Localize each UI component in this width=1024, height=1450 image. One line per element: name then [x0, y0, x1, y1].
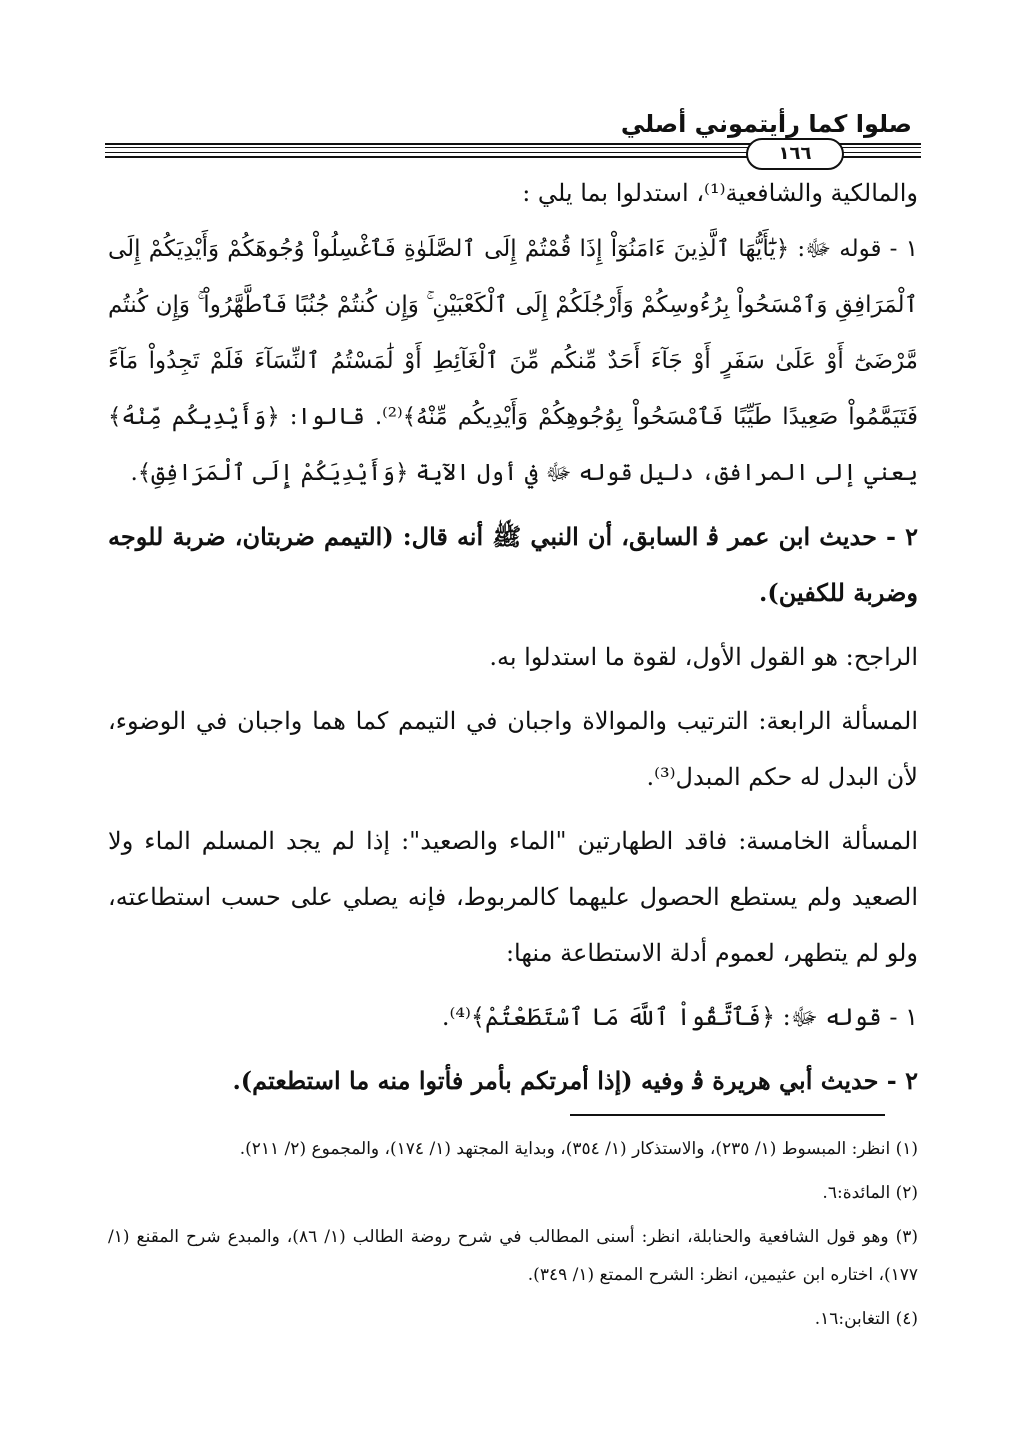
- footnote: (٣) وهو قول الشافعية والحنابلة، انظر: أسنى المطالب في شرح روضة الطالب (١/ ٨٦)، والمبدع شرح المقنع (١/ ١٧٧)، اختاره ابن عثيمين، انظر: الشرح الممتع (١/ ٣٤٩).: [108, 1227, 918, 1285]
- running-header-title: صلوا كما رأيتموني أصلي: [620, 110, 912, 138]
- footnote: (١) انظر: المبسوط (١/ ٢٣٥)، والاستذكار (١/ ٣٥٤)، وبداية المجتهد (١/ ١٧٤)، والمجموع (٢/ ٢١١).: [239, 1139, 918, 1159]
- body-paragraph: ١ - قوله ﷻ: ﴿يَٰٓأَيُّهَا ٱلَّذِينَ ءَامَنُوٓاْ إِذَا قُمْتُمْ إِلَى ٱلصَّلَوٰةِ فَٱغْسِلُواْ وُجُوهَكُمْ وَأَيْدِيَكُمْ إِلَى ٱلْمَرَافِقِ وَٱمْسَحُواْ بِرُءُوسِكُمْ وَأَرْجُلَكُمْ إِلَى ٱلْكَعْبَيْنِ ۚ وَإِن كُنتُمْ جُنُبًا فَٱطَّهَّرُواْ ۚ وَإِن كُنتُم مَّرْضَىٰٓ أَوْ عَلَىٰ سَفَرٍ أَوْ جَآءَ أَحَدٌ مِّنكُم مِّنَ ٱلْغَآئِطِ أَوْ لَٰمَسْتُمُ ٱلنِّسَآءَ فَلَمْ تَجِدُواْ مَآءً فَتَيَمَّمُواْ صَعِيدًا طَيِّبًا فَٱمْسَحُواْ بِوُجُوهِكُمْ وَأَيْدِيكُم مِّنْهُ﴾⁽²⁾. قالوا: ﴿وَأَيْدِيكُم مِّنْهُ﴾ يعني إلى المرافق، دليل قوله ﷻ في أول الآية ﴿وَأَيْدِيَكُمْ إِلَى ٱلْمَرَافِقِ﴾.: [108, 236, 918, 486]
- body-paragraph: ٢ - حديث ابن عمر ﭬ السابق، أن النبي ﷺ أنه قال: (التيمم ضربتان، ضربة للوجه وضربة للكفين).: [108, 522, 918, 607]
- body-paragraph: المسألة الرابعة: الترتيب والموالاة واجبان في التيمم كما هما واجبان في الوضوء، لأن البدل له حكم المبدل⁽³⁾.: [108, 707, 918, 791]
- body-paragraph: الراجح: هو القول الأول، لقوة ما استدلوا به.: [489, 643, 918, 671]
- body-text: [108, 165, 918, 1117]
- body-paragraph: ١ - قوله ﷻ: ﴿فَٱتَّقُواْ ٱللَّهَ مَا ٱسْتَطَعْتُمْ﴾⁽⁴⁾.: [441, 1003, 918, 1031]
- footnote: (٢) المائدة:٦.: [822, 1183, 918, 1203]
- footnote-separator: [570, 1114, 885, 1116]
- page-number-badge: ١٦٦: [746, 138, 844, 170]
- body-paragraph: والمالكية والشافعية⁽¹⁾، استدلوا بما يلي :: [522, 179, 918, 207]
- body-paragraph: المسألة الخامسة: فاقد الطهارتين "الماء والصعيد": إذا لم يجد المسلم الماء ولا الصعيد ولم يستطع الحصول عليهما كالمربوط، فإنه يصلي على حسب استطاعته، ولو لم يتطهر، لعموم أدلة الاستطاعة منها:: [108, 827, 918, 967]
- body-paragraph: ٢ - حديث أبي هريرة ﭬ وفيه (إذا أمرتكم بأمر فأتوا منه ما استطعتم).: [232, 1066, 918, 1095]
- footnote: (٤) التغابن:١٦.: [814, 1309, 918, 1329]
- footnotes: [108, 1130, 918, 1344]
